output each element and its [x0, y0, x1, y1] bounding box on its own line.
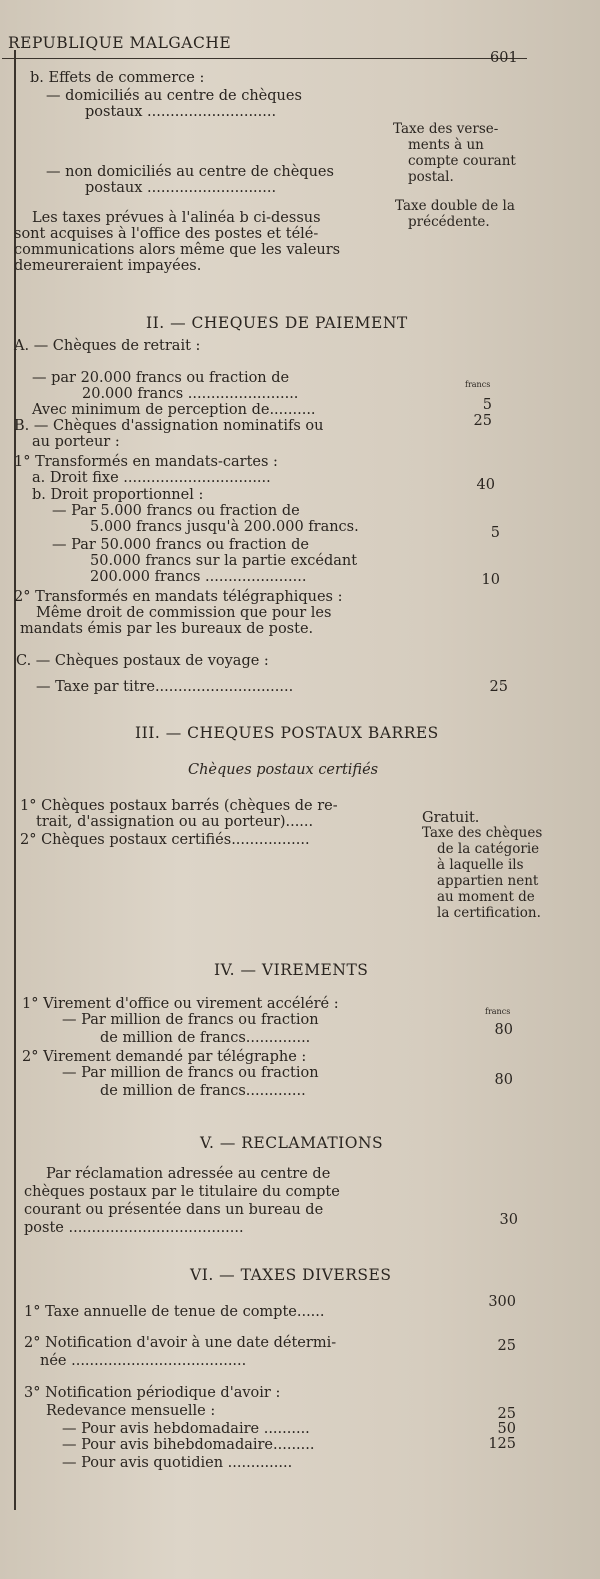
s5-l1: Par réclamation adressée au centre de — [46, 1166, 331, 1182]
a-val2: 25 — [473, 413, 492, 429]
s5-l3: courant ou présentée dans un bureau de — [24, 1202, 324, 1218]
dom-line2: postaux ............................ — [85, 104, 277, 120]
c-heading: C. — Chèques postaux de voyage : — [16, 653, 269, 669]
nondom-tax-1: Taxe double de la — [395, 198, 515, 214]
s6-l7: — Pour avis bihebdomadaire......... — [62, 1437, 315, 1453]
a-line2: 20.000 francs ........................ — [82, 386, 299, 402]
s6-l8: — Pour avis quotidien .............. — [62, 1455, 293, 1471]
b1b-val2: 10 — [481, 572, 500, 588]
nondom-line1: — non domiciliés au centre de chèques — [46, 164, 334, 180]
note-line4: demeureraient impayées. — [14, 258, 202, 274]
c-line: — Taxe par titre.............................. — [36, 679, 294, 695]
s5-l2: chèques postaux par le titulaire du compte — [24, 1184, 340, 1200]
s3-tax-2: de la catégorie — [437, 841, 540, 857]
s6-l5: Redevance mensuelle : — [46, 1403, 216, 1419]
effets-heading: b. Effets de commerce : — [30, 70, 205, 86]
b2-l1: 2° Transformés en mandats télégraphiques : — [14, 589, 343, 605]
s3-l3: 2° Chèques postaux certifiés................. — [20, 832, 310, 848]
dom-line1: — domiciliés au centre de chèques — [46, 88, 302, 104]
s4-l2: — Par million de francs ou fraction — [62, 1012, 319, 1028]
section6-title: VI. — TAXES DIVERSES — [190, 1266, 392, 1284]
s6-l6: — Pour avis hebdomadaire .......... — [62, 1421, 310, 1437]
c-val: 25 — [489, 679, 508, 695]
s6-v2: 25 — [497, 1338, 516, 1354]
b1b-l3: — Par 50.000 francs ou fraction de — [52, 537, 309, 553]
s6-v4: 50 — [497, 1421, 516, 1437]
s3-tax-5: au moment de — [437, 889, 535, 905]
note-line3: communications alors même que les valeurs — [14, 242, 341, 258]
s4-l6: de million de francs............. — [100, 1083, 306, 1099]
b1b-l2: 5.000 francs jusqu'à 200.000 francs. — [90, 519, 359, 535]
s4-v1: 80 — [494, 1022, 513, 1038]
s3-l2: trait, d'assignation ou au porteur)...... — [36, 814, 314, 830]
s6-l2: 2° Notification d'avoir à une date détermi- — [24, 1335, 337, 1351]
b2-l3: mandats émis par les bureaux de poste. — [20, 621, 314, 637]
s6-v5: 125 — [488, 1436, 516, 1452]
s6-v1: 300 — [488, 1294, 516, 1310]
section4-title: IV. — VIREMENTS — [214, 961, 369, 979]
b1a: a. Droit fixe ................................ — [32, 470, 271, 486]
a-val1: 5 — [482, 397, 492, 413]
header-title: REPUBLIQUE MALGACHE — [8, 34, 232, 52]
s3-l2-val: Gratuit. — [422, 810, 480, 826]
b1b: b. Droit proportionnel : — [32, 487, 204, 503]
s3-l1: 1° Chèques postaux barrés (chèques de re- — [20, 798, 338, 814]
section2-title: II. — CHEQUES DE PAIEMENT — [146, 314, 408, 332]
a-line1: — par 20.000 francs ou fraction de — [32, 370, 290, 386]
nondom-tax-2: précédente. — [408, 214, 490, 230]
note-line1: Les taxes prévues à l'alinéa b ci-dessus — [32, 210, 321, 226]
s4-l3: de million de francs.............. — [100, 1030, 311, 1046]
b1b-l5: 200.000 francs ...................... — [90, 569, 307, 585]
s4-v2: 80 — [494, 1072, 513, 1088]
b1a-val: 40 — [476, 477, 495, 493]
s3-tax-6: la certification. — [437, 905, 541, 921]
dom-tax-2: ments à un — [408, 137, 484, 153]
b1b-l1: — Par 5.000 francs ou fraction de — [52, 503, 300, 519]
section3-title: III. — CHEQUES POSTAUX BARRES — [135, 724, 439, 742]
dom-tax-1: Taxe des verse- — [393, 121, 499, 137]
s3-tax-4: appartien nent — [437, 873, 539, 889]
b2-l2: Même droit de commission que pour les — [36, 605, 332, 621]
section5-title: V. — RECLAMATIONS — [200, 1134, 384, 1152]
s4-l1: 1° Virement d'office ou virement accéléré : — [22, 996, 339, 1012]
section3-subtitle: Chèques postaux certifiés — [188, 762, 379, 778]
b1: 1° Transformés en mandats-cartes : — [14, 454, 278, 470]
dom-tax-4: postal. — [408, 169, 454, 185]
dom-tax-3: compte courant — [408, 153, 516, 169]
a-min: Avec minimum de perception de.......... — [32, 402, 316, 418]
b1b-val1: 5 — [490, 525, 500, 541]
s3-tax-3: à laquelle ils — [437, 857, 524, 873]
b-heading1: B. — Chèques d'assignation nominatifs ou — [14, 418, 324, 434]
s6-l3: née ...................................... — [40, 1353, 247, 1369]
s6-l4: 3° Notification périodique d'avoir : — [24, 1385, 281, 1401]
note-line2: sont acquises à l'office des postes et télé- — [14, 226, 319, 242]
page-number: 601 — [490, 50, 518, 66]
s5-l4: poste ...................................... — [24, 1220, 244, 1236]
header-rule — [2, 58, 527, 59]
unit-label-2: francs — [485, 1007, 511, 1016]
s4-l5: — Par million de francs ou fraction — [62, 1065, 319, 1081]
s4-l4: 2° Virement demandé par télégraphe : — [22, 1049, 307, 1065]
s6-v3: 25 — [497, 1406, 516, 1422]
s5-v: 30 — [499, 1212, 518, 1228]
s3-tax-1: Taxe des chèques — [422, 825, 543, 841]
nondom-line2: postaux ............................ — [85, 180, 277, 196]
unit-label-1: francs — [465, 380, 491, 389]
a-heading: A. — Chèques de retrait : — [14, 338, 201, 354]
b1b-l4: 50.000 francs sur la partie excédant — [90, 553, 358, 569]
s6-l1: 1° Taxe annuelle de tenue de compte...... — [24, 1304, 325, 1320]
b-heading2: au porteur : — [32, 434, 120, 450]
